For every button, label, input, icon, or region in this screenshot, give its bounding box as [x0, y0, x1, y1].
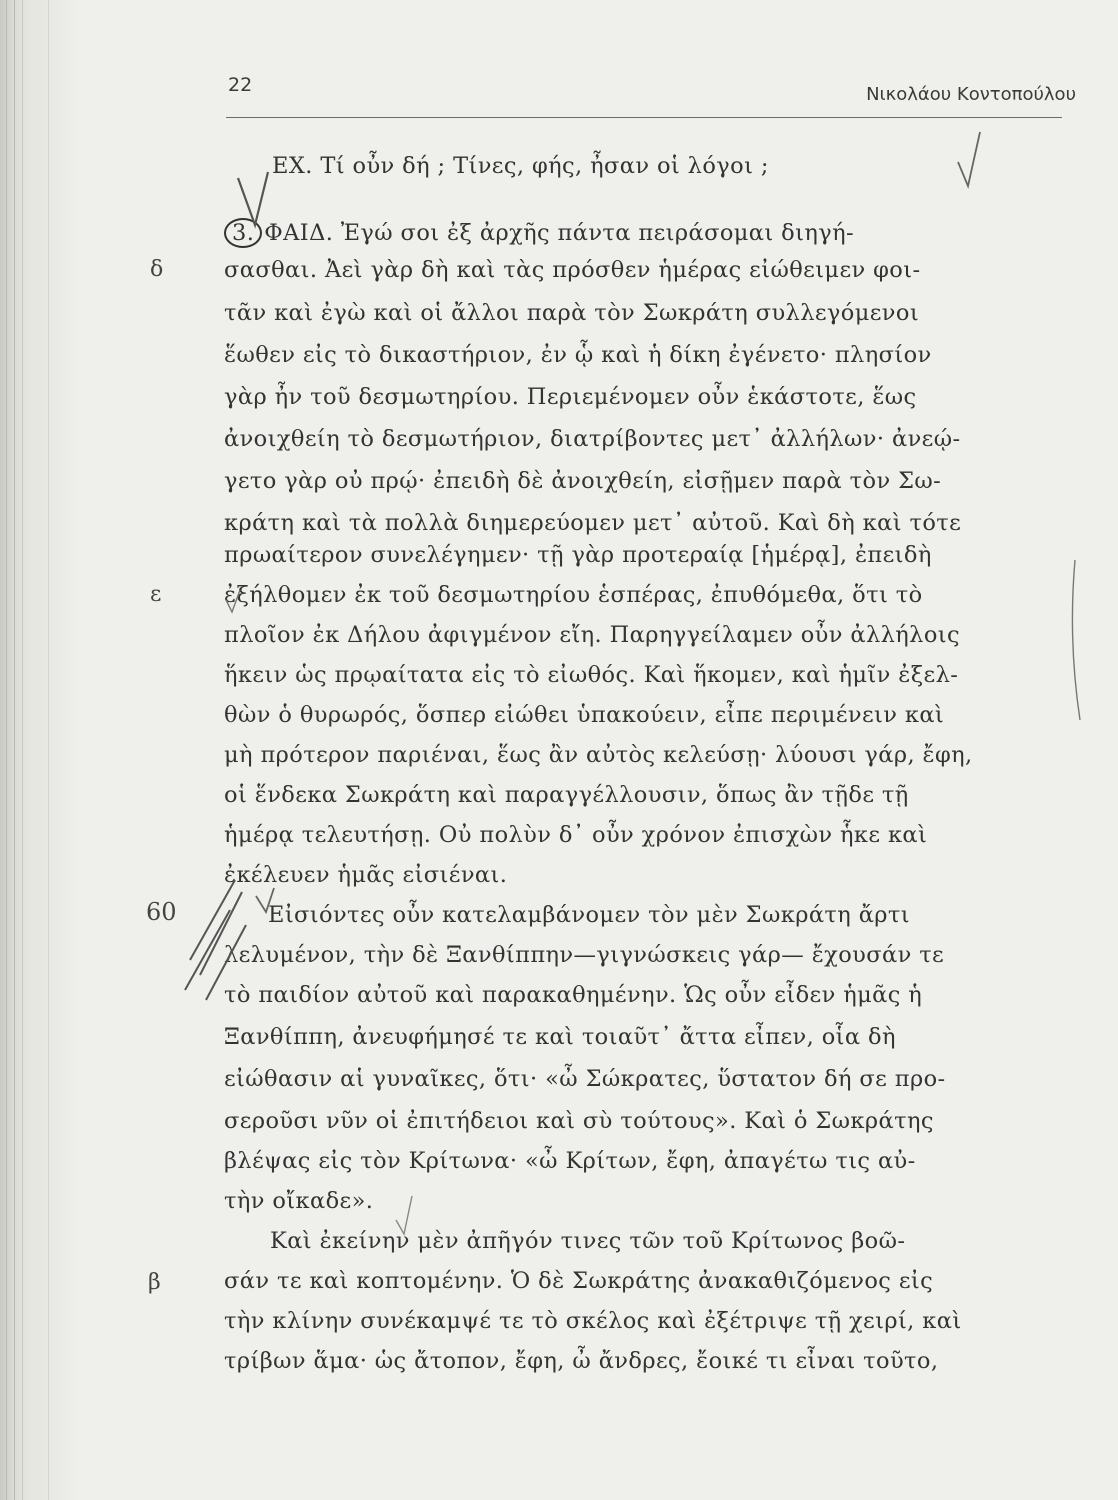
- text-line: κράτη καὶ τὰ πολλὰ διημερεύομεν μετ᾽ αὐτοῦ. Καὶ δὴ καὶ τότε: [224, 510, 962, 536]
- pencil-tick-icon: [226, 590, 240, 612]
- margin-marker-beta: β: [148, 1270, 161, 1295]
- margin-marker-epsilon: ε: [150, 582, 162, 607]
- margin-marker-delta: δ: [150, 257, 164, 282]
- text-line: οἱ ἕνδεκα Σωκράτη καὶ παραγγέλλουσιν, ὅπως ἂν τῇδε τῇ: [224, 782, 909, 808]
- text-line: τὴν οἴκαδε».: [224, 1188, 374, 1214]
- text-line: ἐκέλευεν ἡμᾶς εἰσιέναι.: [224, 862, 508, 888]
- text-line: σεροῦσι νῦν οἱ ἐπιτήδειοι καὶ σὺ τούτους». Καὶ ὁ Σωκράτης: [224, 1108, 934, 1134]
- text-line: λελυμένον, τὴν δὲ Ξανθίππην—γιγνώσκεις γάρ— ἔχουσάν τε: [224, 942, 945, 968]
- text-line: θὼν ὁ θυρωρός, ὅσπερ εἰώθει ὑπακούειν, εἶπε περιμένειν καὶ: [224, 702, 945, 728]
- text-line: ἕωθεν εἰς τὸ δικαστήριον, ἐν ᾧ καὶ ἡ δίκη ἐγένετο· πλησίον: [224, 342, 932, 368]
- text-line: τὸ παιδίον αὐτοῦ καὶ παρακαθημένην. Ὡς οὖν εἶδεν ἡμᾶς ἡ: [224, 982, 923, 1008]
- text-line: σάν τε καὶ κοπτομένην. Ὁ δὲ Σωκράτης ἀνακαθιζόμενος εἰς: [224, 1268, 934, 1294]
- pencil-scribble-icon: [185, 880, 246, 1000]
- text-line: ἐξήλθομεν ἐκ τοῦ δεσμωτηρίου ἑσπέρας, ἐπυθόμεθα, ὅτι τὸ: [224, 582, 923, 608]
- text-line: ἥκειν ὡς πρῳαίτατα εἰς τὸ εἰωθός. Καὶ ἥκομεν, καὶ ἡμῖν ἐξελ-: [224, 662, 959, 688]
- text-line: ΦΑΙΔ. Ἐγώ σοι ἐξ ἀρχῆς πάντα πειράσομαι διηγή-: [264, 220, 854, 246]
- running-head: Νικολάου Κοντοπούλου: [866, 84, 1076, 105]
- pencil-check-icon: [238, 172, 268, 225]
- text-line: σασθαι. Ἀεὶ γὰρ δὴ καὶ τὰς πρόσθεν ἡμέρας εἰώθειμεν φοι-: [224, 257, 921, 283]
- text-line: βλέψας εἰς τὸν Κρίτωνα· «ὦ Κρίτων, ἔφη, ἀπαγέτω τις αὐ-: [224, 1148, 916, 1174]
- text-line: εἰώθασιν αἱ γυναῖκες, ὅτι· «ὦ Σώκρατες, ὕστατον δή σε προ-: [224, 1066, 946, 1092]
- section-number-circled: 3.: [224, 218, 262, 248]
- text-line: μὴ πρότερον παριέναι, ἕως ἂν αὐτὸς κελεύσῃ· λύουσι γάρ, ἔφη,: [224, 742, 973, 768]
- margin-marker-60: 60: [146, 898, 177, 926]
- text-line: Καὶ ἐκείνην μὲν ἀπῆγόν τινες τῶν τοῦ Κρίτωνος βοῶ-: [270, 1228, 906, 1254]
- text-line: τρίβων ἅμα· ὡς ἄτοπον, ἔφη, ὦ ἄνδρες, ἔοικέ τι εἶναι τοῦτο,: [224, 1348, 939, 1374]
- text-line: Ξανθίππη, ἀνευφήμησέ τε καὶ τοιαῦτ᾽ ἄττα εἶπεν, οἷα δὴ: [224, 1024, 896, 1050]
- text-line: Εἰσιόντες οὖν κατελαμβάνομεν τὸν μὲν Σωκράτη ἄρτι: [268, 902, 910, 928]
- text-line: ἡμέρᾳ τελευτήσῃ. Οὐ πολὺν δ᾽ οὖν χρόνον ἐπισχὼν ἧκε καὶ: [224, 822, 928, 848]
- text-line: πλοῖον ἐκ Δήλου ἀφιγμένον εἴη. Παρηγγείλαμεν οὖν ἀλλήλοις: [224, 622, 960, 648]
- pencil-tick-icon: [396, 1196, 412, 1234]
- pencil-bracket-line: [1072, 560, 1080, 720]
- text-line: γὰρ ἦν τοῦ δεσμωτηρίου. Περιεμένομεν οὖν ἑκάστοτε, ἕως: [224, 384, 917, 410]
- text-line: ΕΧ. Τί οὖν δή ; Τίνες, φής, ἦσαν οἱ λόγοι ;: [272, 153, 769, 179]
- pencil-check-icon: [958, 132, 980, 186]
- text-line: γετο γὰρ οὐ πρῴ· ἐπειδὴ δὲ ἀνοιχθείη, εἰσῇμεν παρὰ τὸν Σω-: [224, 468, 942, 494]
- text-line: ἀνοιχθείη τὸ δεσμωτήριον, διατρίβοντες μετ᾽ ἀλλήλων· ἀνεῴ-: [224, 426, 961, 452]
- page-number: 22: [228, 74, 253, 96]
- text-line: τᾶν καὶ ἐγὼ καὶ οἱ ἄλλοι παρὰ τὸν Σωκράτη συλλεγόμενοι: [224, 300, 920, 326]
- text-line: τὴν κλίνην συνέκαμψέ τε τὸ σκέλος καὶ ἐξέτριψε τῇ χειρί, καὶ: [224, 1308, 962, 1334]
- text-line: πρωαίτερον συνελέγημεν· τῇ γὰρ προτεραίᾳ [ἡμέρᾳ], ἐπειδὴ: [224, 542, 932, 568]
- pencil-check-icon: [256, 888, 274, 912]
